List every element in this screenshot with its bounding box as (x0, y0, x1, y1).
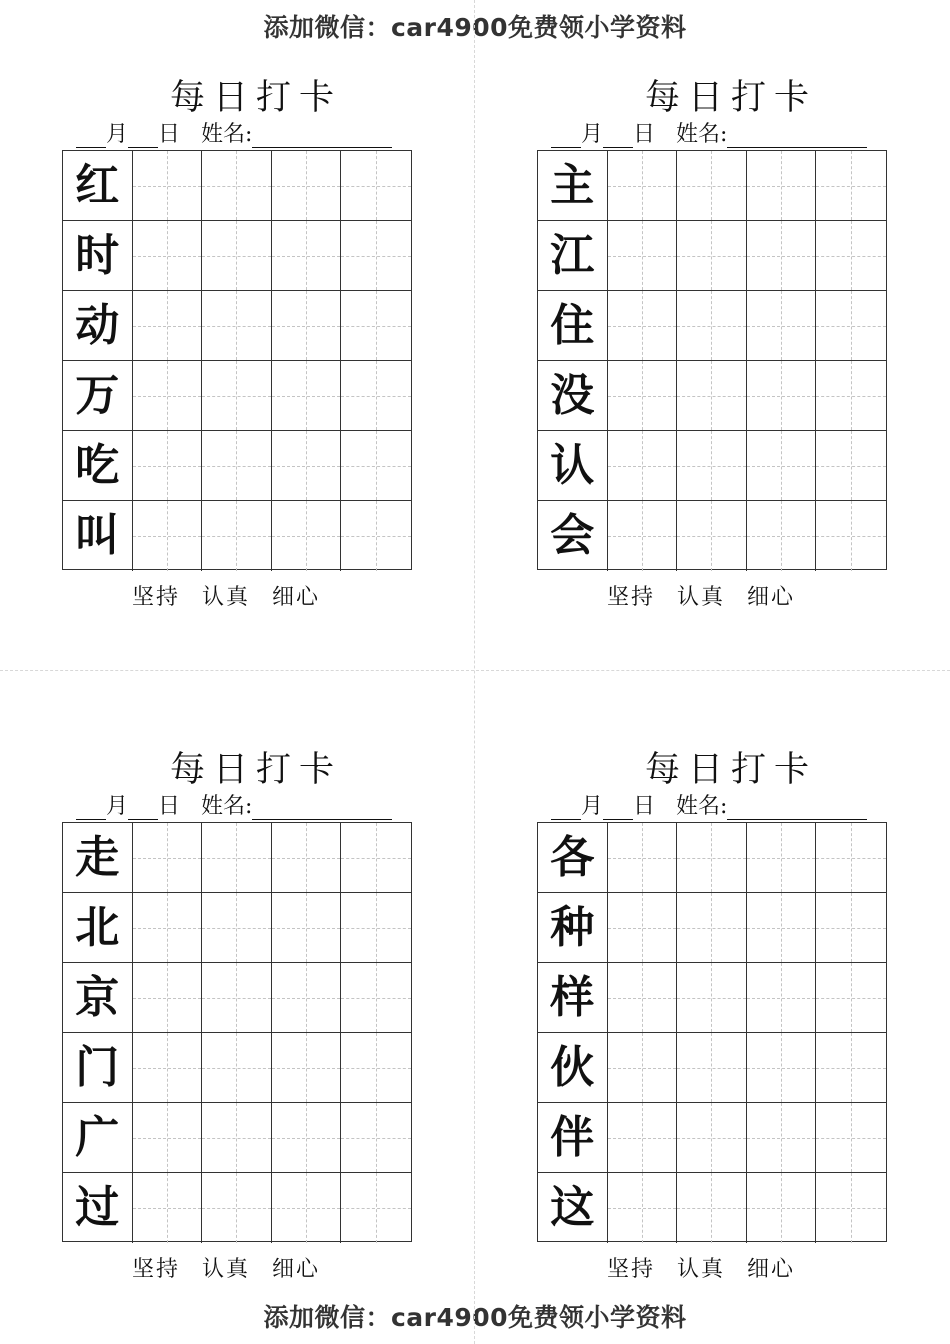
practice-cell[interactable] (677, 361, 747, 431)
motto (132, 1252, 342, 1283)
motto (607, 1252, 817, 1283)
model-character: 北 (63, 893, 133, 963)
day-blank[interactable] (128, 797, 158, 820)
practice-cell[interactable] (133, 1103, 203, 1173)
motto-word: 细心 (747, 1257, 796, 1282)
motto-word: 细心 (747, 585, 796, 610)
day-blank[interactable] (603, 125, 633, 148)
practice-cell[interactable] (202, 1103, 272, 1173)
practice-cell[interactable] (272, 151, 342, 221)
practice-cell[interactable] (677, 431, 747, 501)
name-label: 姓名: (676, 122, 728, 147)
practice-cell[interactable] (272, 963, 342, 1033)
writing-grid (62, 822, 412, 1242)
model-character: 没 (538, 361, 608, 431)
practice-cell[interactable] (133, 151, 203, 221)
practice-cell[interactable] (608, 1103, 678, 1173)
practice-cell[interactable] (816, 431, 886, 501)
practice-cell[interactable] (608, 501, 678, 571)
motto-word: 认真 (202, 1257, 251, 1282)
motto-word: 细心 (272, 585, 321, 610)
model-character: 认 (538, 431, 608, 501)
practice-cell[interactable] (202, 893, 272, 963)
grid-row (63, 823, 411, 893)
practice-cell[interactable] (272, 361, 342, 431)
date-name-line (76, 117, 392, 148)
day-blank[interactable] (603, 797, 633, 820)
practice-cell[interactable] (272, 1033, 342, 1103)
practice-cell[interactable] (747, 431, 817, 501)
name-blank[interactable] (252, 797, 392, 820)
card-title: 每日打卡 (644, 78, 817, 118)
practice-cell[interactable] (816, 1033, 886, 1103)
practice-cell[interactable] (816, 151, 886, 221)
model-character: 广 (63, 1103, 133, 1173)
model-character: 江 (538, 221, 608, 291)
motto-word: 认真 (677, 1257, 726, 1282)
practice-cell[interactable] (747, 501, 817, 571)
motto-word: 坚持 (132, 1257, 181, 1282)
practice-cell[interactable] (341, 963, 411, 1033)
practice-cell[interactable] (677, 291, 747, 361)
practice-cell[interactable] (202, 361, 272, 431)
motto-word: 细心 (272, 1257, 321, 1282)
checkin-card (537, 70, 897, 630)
practice-cell[interactable] (341, 431, 411, 501)
writing-grid (537, 150, 887, 570)
model-character: 京 (63, 963, 133, 1033)
grid-row (538, 501, 886, 571)
practice-cell[interactable] (747, 963, 817, 1033)
model-character: 红 (63, 151, 133, 221)
vertical-cut-line (474, 0, 475, 1344)
practice-cell[interactable] (272, 1173, 342, 1243)
practice-cell[interactable] (272, 291, 342, 361)
practice-cell[interactable] (202, 1173, 272, 1243)
motto (607, 580, 817, 611)
practice-cell[interactable] (133, 431, 203, 501)
practice-cell[interactable] (747, 291, 817, 361)
model-character: 时 (63, 221, 133, 291)
motto-word: 坚持 (607, 1257, 656, 1282)
practice-cell[interactable] (677, 501, 747, 571)
day-label: 日 (158, 794, 181, 819)
practice-cell[interactable] (341, 1173, 411, 1243)
model-character: 样 (538, 963, 608, 1033)
month-blank[interactable] (76, 797, 106, 820)
grid-row (63, 431, 411, 501)
model-character: 走 (63, 823, 133, 893)
practice-cell[interactable] (747, 221, 817, 291)
practice-cell[interactable] (341, 1033, 411, 1103)
model-character: 门 (63, 1033, 133, 1103)
grid-row (538, 1173, 886, 1243)
grid-row (538, 1103, 886, 1173)
practice-cell[interactable] (272, 1103, 342, 1173)
motto-word: 坚持 (607, 585, 656, 610)
model-character: 伴 (538, 1103, 608, 1173)
practice-cell[interactable] (677, 1033, 747, 1103)
practice-cell[interactable] (272, 221, 342, 291)
month-label: 月 (106, 122, 129, 147)
practice-cell[interactable] (133, 221, 203, 291)
practice-cell[interactable] (747, 823, 817, 893)
promo-banner-top: 添加微信：car4900免费领小学资料 (263, 13, 687, 42)
practice-cell[interactable] (677, 823, 747, 893)
practice-cell[interactable] (816, 1173, 886, 1243)
grid-row (63, 1033, 411, 1103)
grid-row (63, 361, 411, 431)
month-label: 月 (106, 794, 129, 819)
practice-cell[interactable] (202, 291, 272, 361)
practice-cell[interactable] (341, 151, 411, 221)
date-name-line (551, 117, 867, 148)
day-label: 日 (633, 122, 656, 147)
promo-banner-bottom: 添加微信：car4900免费领小学资料 (263, 1303, 687, 1332)
grid-row (63, 1173, 411, 1243)
practice-cell[interactable] (202, 1033, 272, 1103)
name-label: 姓名: (201, 122, 253, 147)
practice-cell[interactable] (816, 1103, 886, 1173)
model-character: 伙 (538, 1033, 608, 1103)
date-name-line (551, 789, 867, 820)
horizontal-cut-line (0, 670, 950, 671)
grid-row (538, 431, 886, 501)
practice-cell[interactable] (608, 963, 678, 1033)
grid-row (538, 823, 886, 893)
grid-row (538, 291, 886, 361)
practice-cell[interactable] (341, 501, 411, 571)
practice-cell[interactable] (341, 291, 411, 361)
practice-cell[interactable] (133, 823, 203, 893)
month-blank[interactable] (76, 125, 106, 148)
practice-cell[interactable] (133, 361, 203, 431)
practice-cell[interactable] (608, 221, 678, 291)
practice-cell[interactable] (341, 1103, 411, 1173)
motto-word: 认真 (202, 585, 251, 610)
practice-cell[interactable] (677, 1173, 747, 1243)
practice-cell[interactable] (608, 291, 678, 361)
name-label: 姓名: (676, 794, 728, 819)
practice-cell[interactable] (202, 823, 272, 893)
checkin-card (62, 742, 422, 1302)
model-character: 主 (538, 151, 608, 221)
practice-cell[interactable] (816, 963, 886, 1033)
practice-cell[interactable] (272, 431, 342, 501)
grid-row (63, 893, 411, 963)
name-blank[interactable] (727, 125, 867, 148)
practice-cell[interactable] (133, 1033, 203, 1103)
writing-grid (537, 822, 887, 1242)
practice-cell[interactable] (133, 501, 203, 571)
model-character: 动 (63, 291, 133, 361)
checkin-card (537, 742, 897, 1302)
model-character: 各 (538, 823, 608, 893)
practice-cell[interactable] (202, 501, 272, 571)
practice-cell[interactable] (202, 431, 272, 501)
practice-cell[interactable] (608, 1033, 678, 1103)
practice-cell[interactable] (133, 893, 203, 963)
card-title: 每日打卡 (169, 750, 342, 790)
practice-cell[interactable] (747, 1103, 817, 1173)
name-label: 姓名: (201, 794, 253, 819)
card-title: 每日打卡 (169, 78, 342, 118)
model-character: 过 (63, 1173, 133, 1243)
practice-cell[interactable] (677, 963, 747, 1033)
month-blank[interactable] (551, 125, 581, 148)
practice-cell[interactable] (272, 501, 342, 571)
practice-cell[interactable] (816, 501, 886, 571)
grid-row (63, 291, 411, 361)
practice-cell[interactable] (202, 963, 272, 1033)
practice-cell[interactable] (608, 823, 678, 893)
practice-cell[interactable] (747, 893, 817, 963)
model-character: 种 (538, 893, 608, 963)
practice-cell[interactable] (202, 151, 272, 221)
practice-cell[interactable] (608, 1173, 678, 1243)
practice-cell[interactable] (747, 361, 817, 431)
practice-cell[interactable] (133, 963, 203, 1033)
date-name-line (76, 789, 392, 820)
model-character: 住 (538, 291, 608, 361)
month-blank[interactable] (551, 797, 581, 820)
practice-cell[interactable] (608, 431, 678, 501)
day-label: 日 (633, 794, 656, 819)
practice-cell[interactable] (677, 893, 747, 963)
grid-row (538, 1033, 886, 1103)
practice-cell[interactable] (341, 221, 411, 291)
motto-word: 坚持 (132, 585, 181, 610)
practice-cell[interactable] (341, 823, 411, 893)
motto-word: 认真 (677, 585, 726, 610)
motto (132, 580, 342, 611)
grid-row (63, 1103, 411, 1173)
practice-cell[interactable] (816, 221, 886, 291)
model-character: 叫 (63, 501, 133, 571)
practice-cell[interactable] (202, 221, 272, 291)
model-character: 万 (63, 361, 133, 431)
model-character: 这 (538, 1173, 608, 1243)
practice-cell[interactable] (816, 823, 886, 893)
month-label: 月 (581, 122, 604, 147)
name-blank[interactable] (252, 125, 392, 148)
practice-cell[interactable] (816, 893, 886, 963)
model-character: 吃 (63, 431, 133, 501)
practice-cell[interactable] (747, 1033, 817, 1103)
month-label: 月 (581, 794, 604, 819)
name-blank[interactable] (727, 797, 867, 820)
practice-cell[interactable] (677, 1103, 747, 1173)
model-character: 会 (538, 501, 608, 571)
grid-row (63, 221, 411, 291)
writing-grid (62, 150, 412, 570)
practice-cell[interactable] (747, 1173, 817, 1243)
practice-cell[interactable] (341, 893, 411, 963)
day-label: 日 (158, 122, 181, 147)
grid-row (63, 151, 411, 221)
practice-cell[interactable] (608, 893, 678, 963)
practice-cell[interactable] (816, 361, 886, 431)
practice-cell[interactable] (133, 291, 203, 361)
grid-row (538, 151, 886, 221)
grid-row (63, 501, 411, 571)
practice-cell[interactable] (341, 361, 411, 431)
practice-cell[interactable] (677, 221, 747, 291)
grid-row (538, 221, 886, 291)
grid-row (538, 893, 886, 963)
practice-cell[interactable] (608, 361, 678, 431)
practice-cell[interactable] (608, 151, 678, 221)
practice-cell[interactable] (272, 823, 342, 893)
grid-row (538, 361, 886, 431)
practice-cell[interactable] (133, 1173, 203, 1243)
practice-cell[interactable] (816, 291, 886, 361)
practice-cell[interactable] (747, 151, 817, 221)
grid-row (63, 963, 411, 1033)
practice-cell[interactable] (677, 151, 747, 221)
checkin-card (62, 70, 422, 630)
practice-cell[interactable] (272, 893, 342, 963)
grid-row (538, 963, 886, 1033)
card-title: 每日打卡 (644, 750, 817, 790)
day-blank[interactable] (128, 125, 158, 148)
